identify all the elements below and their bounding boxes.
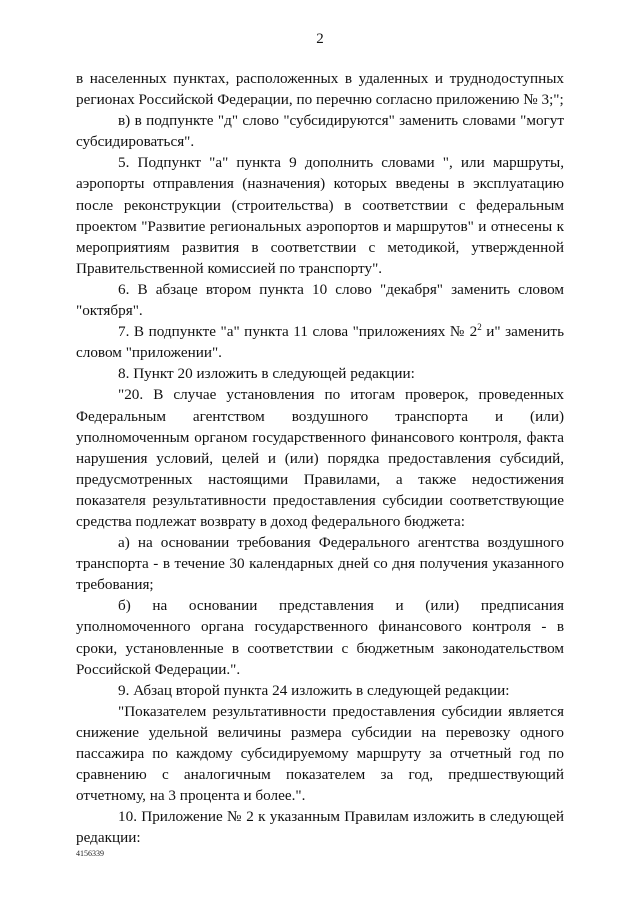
paragraph-item-5: 5. Подпункт "а" пункта 9 дополнить словами ", или маршруты, аэропорты отправления (назначения) которых введены в эксплуатацию после реконструкции (строительства) в соответствии с федеральным проектом "Развитие региональных аэропортов и маршрутов" и отнесены к мероприятиям развития в соответствии с методикой, утвержденной Правительственной комиссией по транспорту".	[76, 154, 564, 277]
paragraph-subitem-a: а) на основании требования Федерального агентства воздушного транспорта - в течение 30 календарных дней со дня получения указанного требования;	[76, 534, 564, 594]
paragraph-item-v: в) в подпункте "д" слово "субсидируются" заменить словами "могут субсидироваться".	[76, 112, 564, 151]
paragraph-item-6: 6. В абзаце втором пункта 10 слово "декабря" заменить словом "октября".	[76, 280, 564, 320]
document-body	[76, 68, 564, 848]
document-code: 4156339	[76, 849, 104, 858]
paragraph-indicator-quote: "Показателем результативности предоставления субсидии является снижение удельной величины размера субсидии на перевозку одного пассажира по каждому субсидируемому маршруту за отчетный год по сравнению с аналогичным показателем за год, предшествующий отчетному, на 3 процента и более.".	[76, 702, 564, 805]
paragraph-item-7-text-end: и" заменить словом "приложении".	[76, 323, 564, 362]
superscript-number: 2	[477, 322, 482, 333]
paragraph-point-20: "20. В случае установления по итогам проверок, проведенных Федеральным агентством воздушного транспорта и (или) уполномоченным органом государственного финансового контроля, факта нарушения условий, целей и (или) порядка предоставления субсидий, предусмотренных настоящими Правилами, а также недостижения показателя результативности предоставления субсидии соответствующие средства подлежат возврату в доход федерального бюджета:	[76, 386, 564, 530]
paragraph-subitem-b: б) на основании представления и (или) предписания уполномоченного органа государственного финансового контроля - в сроки, установленные в соответствии с бюджетным законодательством Российской Федерации.".	[76, 597, 564, 678]
paragraph-continuation: в населенных пунктах, расположенных в удаленных и труднодоступных регионах Российской Федерации, по перечню согласно приложению № 3;";	[76, 70, 564, 109]
paragraph-item-8: 8. Пункт 20 изложить в следующей редакции:	[118, 365, 415, 383]
paragraph-item-10: 10. Приложение № 2 к указанным Правилам изложить в следующей редакции:	[76, 808, 564, 847]
paragraph-item-7-text-start: 7. В подпункте "а" пункта 11 слова "приложениях № 2	[118, 323, 478, 341]
paragraph-item-9: 9. Абзац второй пункта 24 изложить в следующей редакции:	[118, 681, 510, 699]
paragraph-item-7	[76, 321, 564, 363]
page-number: 2	[316, 31, 324, 47]
